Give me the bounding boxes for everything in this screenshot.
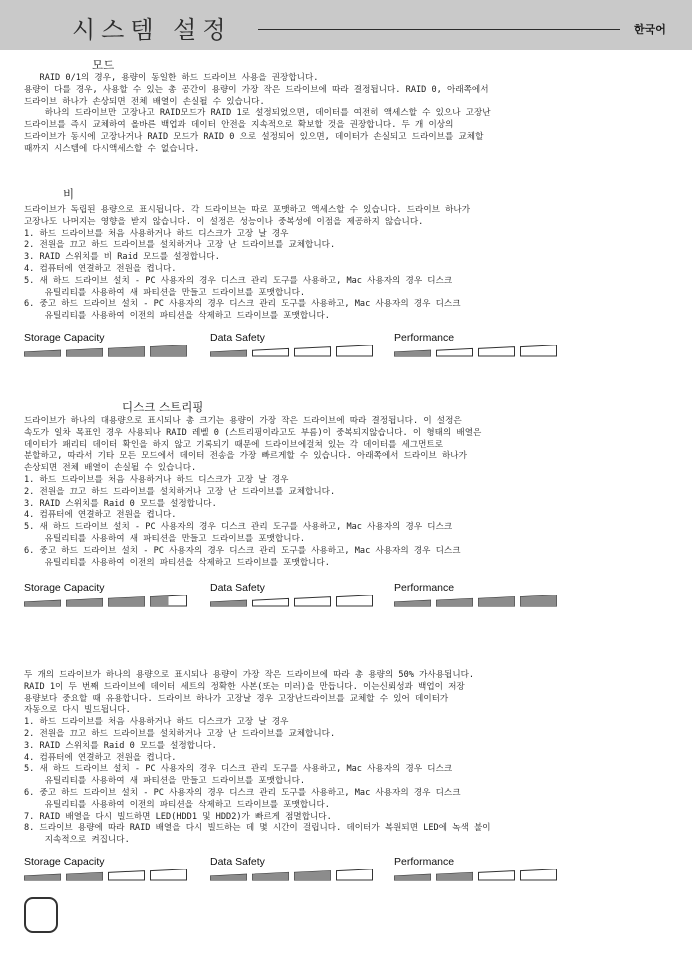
language-label: 한국어	[634, 23, 666, 36]
performance-bars	[394, 869, 558, 881]
section-body-mode: RAID 0/1의 경우, 용량이 동일한 하드 드라이브 사용을 권장합니다. 용량이 다를 경우, 사용할 수 있는 총 공간이 용량이 가장 작은 드라이브에 따라 결정됩니다. RAID 0, 아래쪽에서 드라이브 하나가 손상되면 전체 배열이 손실될 수 있습니다. 하나의 드라이브만 고장나고 RAID모드가 RAID 1로 설정되었으면, 데이터를 여전히 액세스할 수 있으나 고장난 드라이브를 즉시 교체하여 올바른 백업과 데이터 안전을 지속적으로 확보할 것을 권장합니다. 두 개 이상의 드라이브가 동시에 고장나거나 RAID 모드가 RAID 0 으로 설정되어 있으면, 데이터가 손실되고 드라이브를 교체할 때까지 시스템에 다시액세스할 수 없습니다.	[24, 73, 491, 154]
performance-bars	[394, 595, 558, 607]
page-number-box	[24, 897, 58, 933]
rating-segment	[337, 595, 373, 606]
rating-segment	[151, 869, 187, 880]
rating-row-non-raid	[24, 332, 664, 358]
rating-segment-fill	[521, 595, 557, 606]
storage-capacity-bars	[24, 595, 188, 607]
rating-segment	[109, 871, 145, 880]
storage-capacity-label: Storage Capacity	[24, 856, 105, 868]
rating-segment	[437, 348, 473, 356]
rating-segment	[479, 347, 515, 356]
section-title-mode: 모드	[92, 58, 115, 72]
storage-capacity-bars	[24, 345, 188, 357]
rating-segment-fill	[151, 596, 169, 606]
rating-segment	[479, 871, 515, 880]
header-band	[0, 0, 692, 50]
performance-label: Performance	[394, 582, 455, 594]
section-body-striping: 드라이브가 하나의 대용량으로 표시되나 총 크기는 용량이 가장 작은 드라이브에 따라 결정됩니다. 이 설정은 속도가 일차 목표인 경우 사용되나 RAID 레벨 0 (스트리핑이라고도 부름)이 중복되지않습니다. 이 형태의 배열은 데이터가 패리티 데이터 확인을 하지 않고 기록되기 때문에 드라이브에걸쳐 있는 각 데이터를 세그먼트로 분할하고, 따라서 기타 모든 모드에서 데이터 전송을 가장 빠르게할 수 있습니다. 아래쪽에서 드라이브 하나가 손상되면 전체 배열이 손실될 수 있습니다. 1. 하드 드라이브를 처음 사용하거나 하드 디스크가 고장 날 경우 2. 전원을 끄고 하드 드라이브를 설치하거나 고장 난 드라이브를 교체합니다. 3. RAID 스위치를 Raid 0 모드를 설정합니다. 4. 컴퓨터에 연결하고 전원을 켭니다. 5. 새 하드 드라이브 설치 - PC 사용자의 경우 디스크 관리 도구를 사용하고, Mac 사용자의 경우 디스크 유틸리티를 사용하여 새 파티션을 만들고 드라이브를 포맷합니다. 6. 중고 하드 드라이브 설치 - PC 사용자의 경우 디스크 관리 도구를 사용하고, Mac 사용자의 경우 디스크 유틸리티를 사용하여 이전의 파티션을 삭제하고 드라이브를 포맷합니다.	[24, 416, 482, 568]
rating-row-mirroring	[24, 856, 664, 882]
data-safety-label: Data Safety	[210, 856, 265, 868]
rating-segment	[337, 869, 373, 880]
rating-segment	[337, 345, 373, 356]
rating-segment	[521, 869, 557, 880]
section-title-non-raid: 비	[63, 187, 75, 201]
section-body-mirroring: 두 개의 드라이브가 하나의 용량으로 표시되나 용량이 가장 작은 드라이브에 따라 총 용량의 50% 가사용됩니다. RAID 1이 두 번째 드라이브에 데이터 세트의 정확한 사본(또는 미러)을 만듭니다. 이는신뢰성과 백업이 저장 용량보다 중요할 때 유용합니다. 드라이브 하나가 고장날 경우 고장난드라이브를 교체할 수 있어 데이터가 자동으로 다시 빌드됩니다. 1. 하드 드라이브를 처음 사용하거나 하드 디스크가 고장 날 경우 2. 전원을 끄고 하드 드라이브를 설치하거나 고장 난 드라이브를 교체합니다. 3. RAID 스위치를 Raid 0 모드를 설정합니다. 4. 컴퓨터에 연결하고 전원을 켭니다. 5. 새 하드 드라이브 설치 - PC 사용자의 경우 디스크 관리 도구를 사용하고, Mac 사용자의 경우 디스크 유틸리티를 사용하여 새 파티션을 만들고 드라이브를 포맷합니다. 6. 중고 하드 드라이브 설치 - PC 사용자의 경우 디스크 관리 도구를 사용하고, Mac 사용자의 경우 디스크 유틸리티를 사용하여 이전의 파티션을 삭제하고 드라이브를 포맷합니다. 7. RAID 배열을 다시 빌드하면 LED(HDD1 및 HDD2)가 빠르게 점멸합니다. 8. 드라이브 용량에 따라 RAID 배열을 다시 빌드하는 데 몇 시간이 걸립니다. 데이터가 복원되면 LED에 녹색 불이 지속적으로 켜집니다.	[24, 670, 491, 846]
storage-capacity-bars	[24, 869, 188, 881]
performance-label: Performance	[394, 332, 455, 344]
rating-row-striping	[24, 582, 664, 608]
data-safety-bars	[210, 595, 374, 607]
data-safety-label: Data Safety	[210, 332, 265, 344]
rating-segment	[253, 598, 289, 606]
performance-label: Performance	[394, 856, 455, 868]
data-safety-label: Data Safety	[210, 582, 265, 594]
rating-segment	[295, 347, 331, 356]
section-body-non-raid: 드라이브가 독립된 용량으로 표시됩니다. 각 드라이브는 따로 포맷하고 액세스할 수 있습니다. 드라이브 하나가 고장나도 나머지는 영향을 받지 않습니다. 이 설정은 성능이나 중복성에 이점을 제공하지 않습니다. 1. 하드 드라이브를 처음 사용하거나 하드 디스크가 고장 날 경우 2. 전원을 끄고 하드 드라이브를 설치하거나 고장 난 드라이브를 교체합니다. 3. RAID 스위치를 비 Raid 모드를 설정합니다. 4. 컴퓨터에 연결하고 전원을 켭니다. 5. 새 하드 드라이브 설치 - PC 사용자의 경우 디스크 관리 도구를 사용하고, Mac 사용자의 경우 디스크 유틸리티를 사용하여 새 파티션을 만들고 드라이브를 포맷합니다. 6. 중고 하드 드라이브 설치 - PC 사용자의 경우 디스크 관리 도구를 사용하고, Mac 사용자의 경우 디스크 유틸리티를 사용하여 이전의 파티션을 삭제하고 드라이브를 포맷합니다.	[24, 205, 471, 322]
rating-segment	[253, 348, 289, 356]
storage-capacity-label: Storage Capacity	[24, 332, 105, 344]
rating-segment-fill	[151, 345, 187, 356]
storage-capacity-label: Storage Capacity	[24, 582, 105, 594]
data-safety-bars	[210, 869, 374, 881]
rating-segment	[521, 345, 557, 356]
section-title-striping: 디스크 스트리핑	[122, 400, 204, 414]
rating-segment	[295, 597, 331, 606]
header-rule	[258, 29, 620, 30]
page-title: 시스템 설정	[72, 16, 232, 44]
performance-bars	[394, 345, 558, 357]
data-safety-bars	[210, 345, 374, 357]
